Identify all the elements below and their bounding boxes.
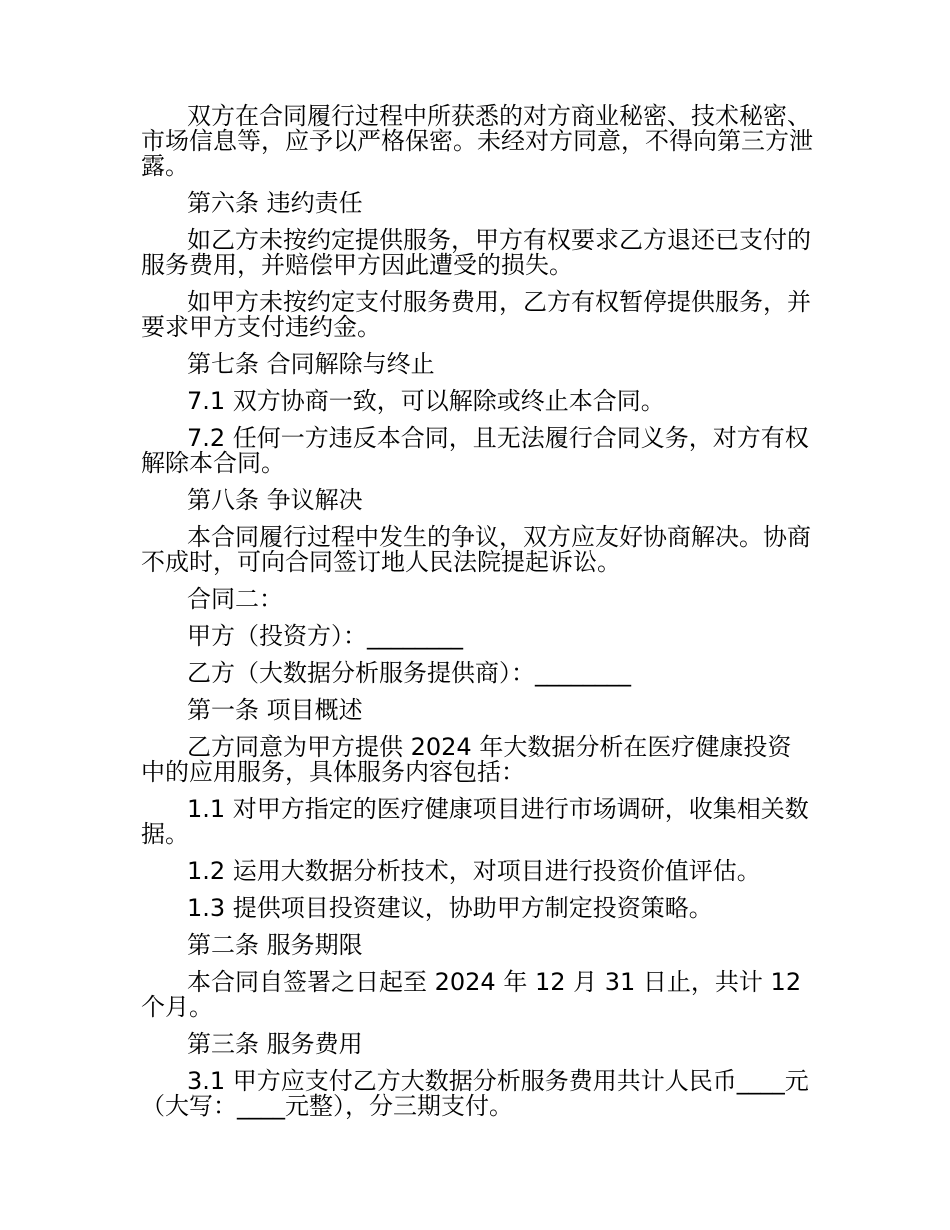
party-b-line: 乙方（大数据分析服务提供商）：________	[187, 659, 631, 687]
heading-contract-2: 合同二：	[187, 585, 283, 613]
clause-1-3: 1.3 提供项目投资建议，协助甲方制定投资策略。	[187, 894, 713, 922]
paragraph-breach-party-b: 如乙方未按约定提供服务，甲方有权要求乙方退还已支付的服务费用，并赔偿甲方因此遭受的损失。	[141, 226, 811, 279]
heading-article-1: 第一条 项目概述	[187, 696, 363, 724]
paragraph-service-term: 本合同自签署之日起至 2024 年 12 月 31 日止，共计 12 个月。	[141, 968, 802, 1021]
paragraph-project-overview: 乙方同意为甲方提供 2024 年大数据分析在医疗健康投资中的应用服务，具体服务内容包括：	[141, 733, 792, 786]
clause-1-1: 1.1 对甲方指定的医疗健康项目进行市场调研，收集相关数据。	[141, 795, 809, 848]
clause-3-1: 3.1 甲方应支付乙方大数据分析服务费用共计人民币____元（大写：____元整），分三期支付。	[141, 1067, 809, 1120]
party-a-line: 甲方（投资方）：________	[187, 622, 463, 650]
heading-article-3: 第三条 服务费用	[187, 1030, 363, 1058]
paragraph-dispute: 本合同履行过程中发生的争议，双方应友好协商解决。协商不成时，可向合同签订地人民法院提起诉讼。	[141, 523, 811, 576]
clause-7-2: 7.2 任何一方违反本合同，且无法履行合同义务，对方有权解除本合同。	[141, 424, 809, 477]
heading-article-6: 第六条 违约责任	[187, 189, 363, 217]
heading-article-8: 第八条 争议解决	[187, 486, 363, 514]
heading-article-7: 第七条 合同解除与终止	[187, 350, 435, 378]
document-page	[141, 104, 813, 1119]
paragraph-confidentiality: 双方在合同履行过程中所获悉的对方商业秘密、技术秘密、市场信息等，应予以严格保密。未经对方同意，不得向第三方泄露。	[141, 102, 813, 180]
clause-1-2: 1.2 运用大数据分析技术，对项目进行投资价值评估。	[187, 857, 761, 885]
clause-7-1: 7.1 双方协商一致，可以解除或终止本合同。	[187, 387, 665, 415]
paragraph-breach-party-a: 如甲方未按约定支付服务费用，乙方有权暂停提供服务，并要求甲方支付违约金。	[141, 288, 811, 341]
heading-article-2: 第二条 服务期限	[187, 931, 363, 959]
